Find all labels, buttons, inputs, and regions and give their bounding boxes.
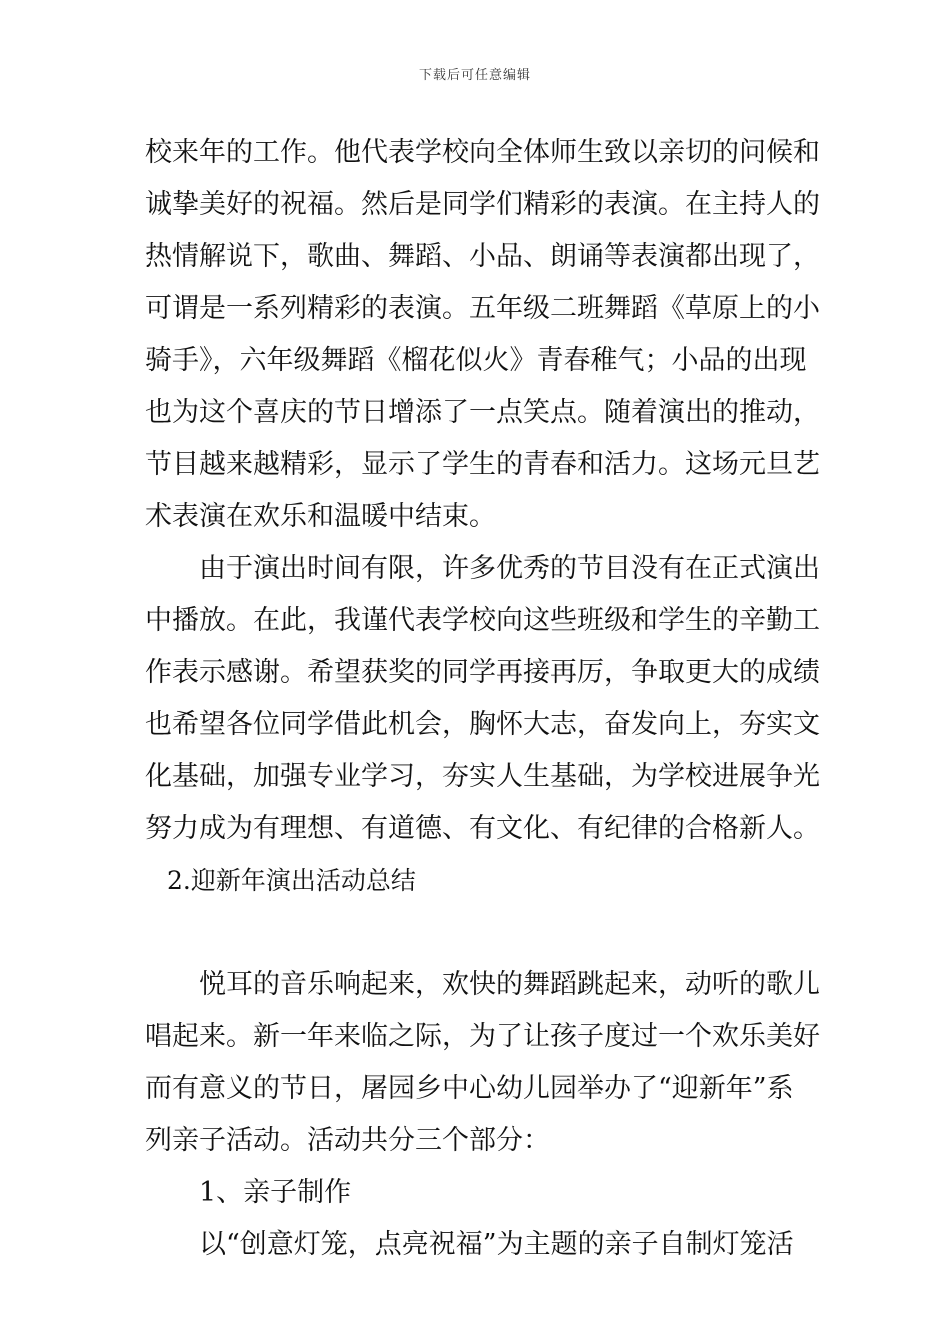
text-line: 唱起来。新一年来临之际，为了让孩子度过一个欢乐美好 [145,1021,820,1052]
text-line: 由于演出时间有限，许多优秀的节目没有在正式演出 [199,553,820,584]
text-line: 列亲子活动。活动共分三个部分： [145,1125,550,1156]
text-line: 作表示感谢。希望获奖的同学再接再厉，争取更大的成绩 [145,657,820,688]
blank-line [145,907,810,959]
text-line: 以“创意灯笼，点亮祝福”为主题的亲子自制灯笼活 [199,1229,794,1260]
text-line: 节目越来越精彩，显示了学生的青春和活力。这场元旦艺 [145,449,820,480]
list-item: 1、亲子制作 [199,1177,352,1208]
text-line: 化基础，加强专业学习，夯实人生基础，为学校进展争光 [145,761,820,792]
paragraph-2 [145,543,820,855]
text-line: 悦耳的音乐响起来，欢快的舞蹈跳起来，动听的歌儿 [199,969,820,1000]
text-line: 而有意义的节日，屠园乡中心幼儿园举办了“迎新年”系 [145,1073,794,1104]
text-line: 诚挚美好的祝福。然后是同学们精彩的表演。在主持人的 [145,189,820,220]
text-line: 术表演在欢乐和温暖中结束。 [145,501,496,532]
paragraph-1 [145,127,820,543]
text-line: 可谓是一系列精彩的表演。五年级二班舞蹈《草原上的小 [145,293,820,324]
text-line: 也希望各位同学借此机会，胸怀大志，奋发向上，夯实文 [145,709,820,740]
text-line: 校来年的工作。他代表学校向全体师生致以亲切的问候和 [145,137,820,168]
paragraph-3 [145,959,820,1167]
text-line: 也为这个喜庆的节日增添了一点笑点。随着演出的推动， [145,397,820,428]
text-line: 中播放。在此，我谨代表学校向这些班级和学生的辛勤工 [145,605,820,636]
text-line: 骑手》，六年级舞蹈《榴花似火》青春稚气；小品的出现 [145,345,807,376]
text-line: 热情解说下，歌曲、舞蹈、小品、朗诵等表演都出现了， [145,241,820,272]
section-heading: 2.迎新年演出活动总结 [167,866,416,895]
text-line: 努力成为有理想、有道德、有文化、有纪律的合格新人。 [145,813,820,844]
paragraph-4 [145,1219,810,1271]
document-body [145,127,820,1271]
page-header-note: 下载后可任意编辑 [418,68,531,83]
